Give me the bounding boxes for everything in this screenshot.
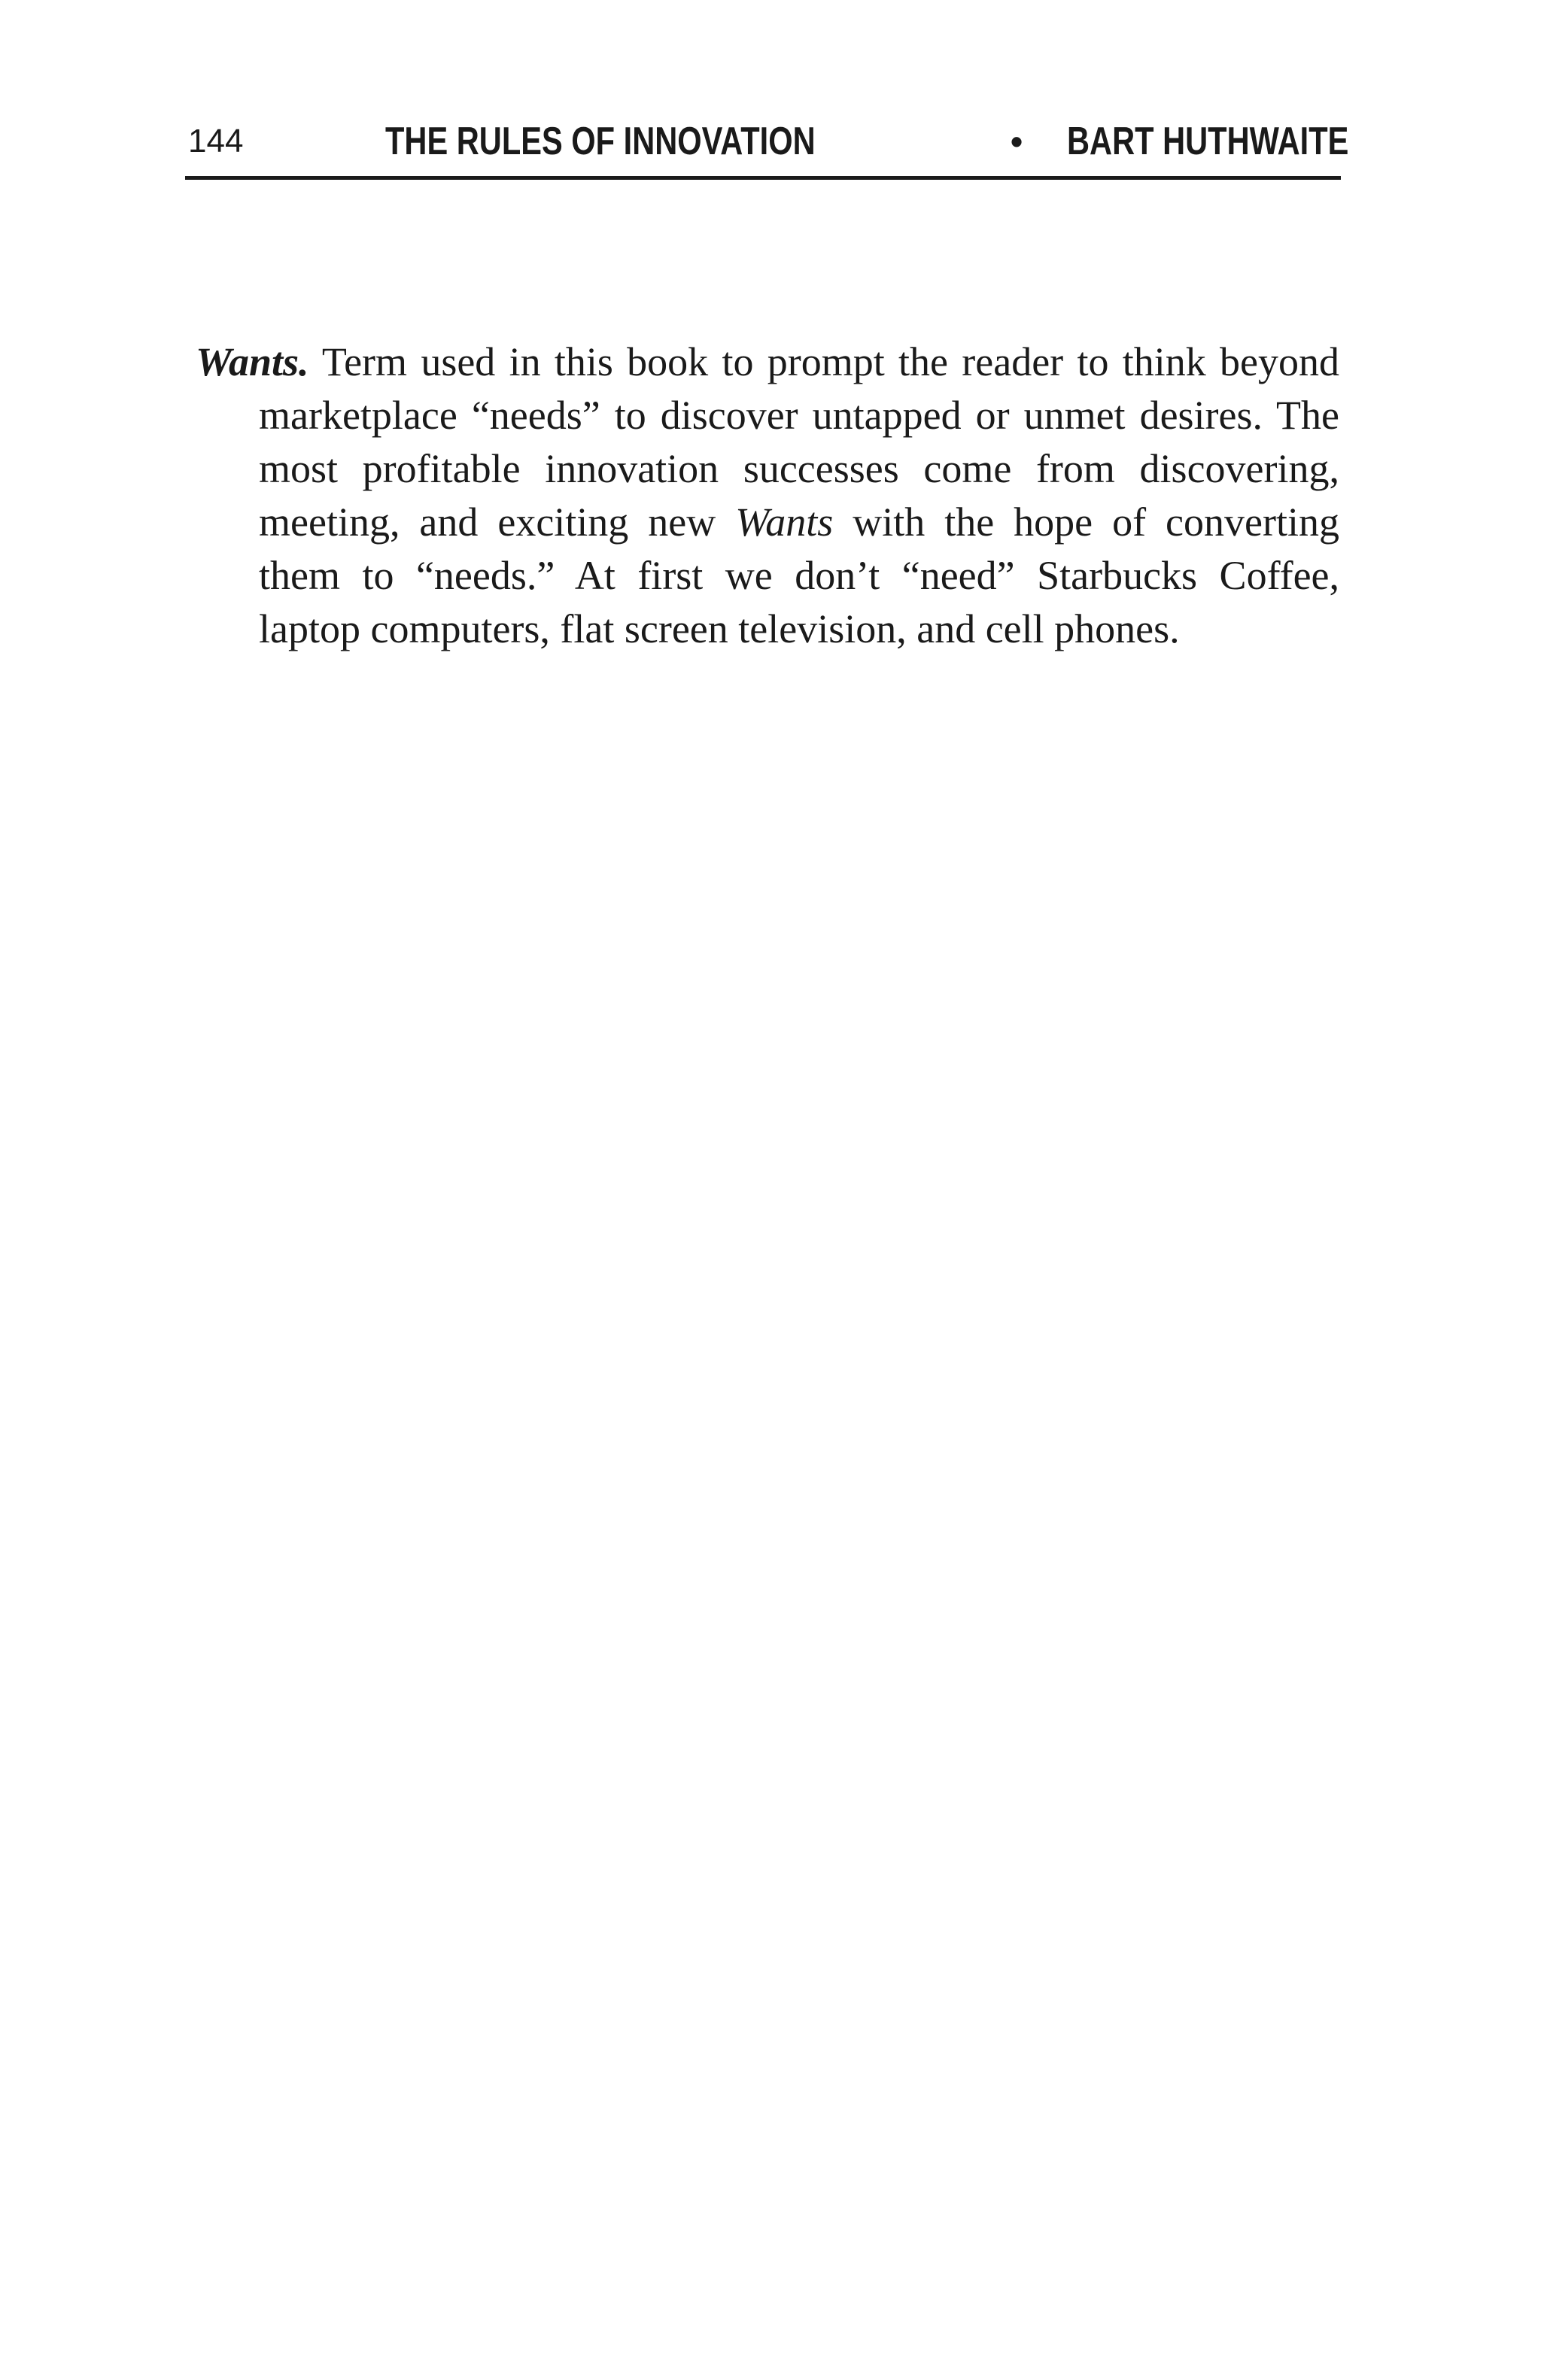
glossary-entry (196, 335, 1339, 656)
definition-text-continued: with the hope of converting them to “needs.” At first we don’t “need” Starbucks Coffee, laptop computers, flat screen television, and cell phones. (259, 499, 1339, 651)
running-head (185, 113, 1349, 180)
author-name: BART HUTHWAITE (1067, 120, 1349, 163)
book-title: THE RULES OF INNOVATION (385, 120, 816, 163)
emphasized-term: Wants (735, 499, 834, 545)
bullet-separator: • (1011, 122, 1023, 161)
definition-text: Term used in this book to prompt the reader to think beyond marketplace “needs” to discover untapped or unmet desires. The most profitable innovation successes come from discovering, meeting, and exciting new (259, 339, 1339, 545)
page-number: 144 (188, 123, 244, 159)
glossary-term: Wants. (196, 339, 309, 384)
